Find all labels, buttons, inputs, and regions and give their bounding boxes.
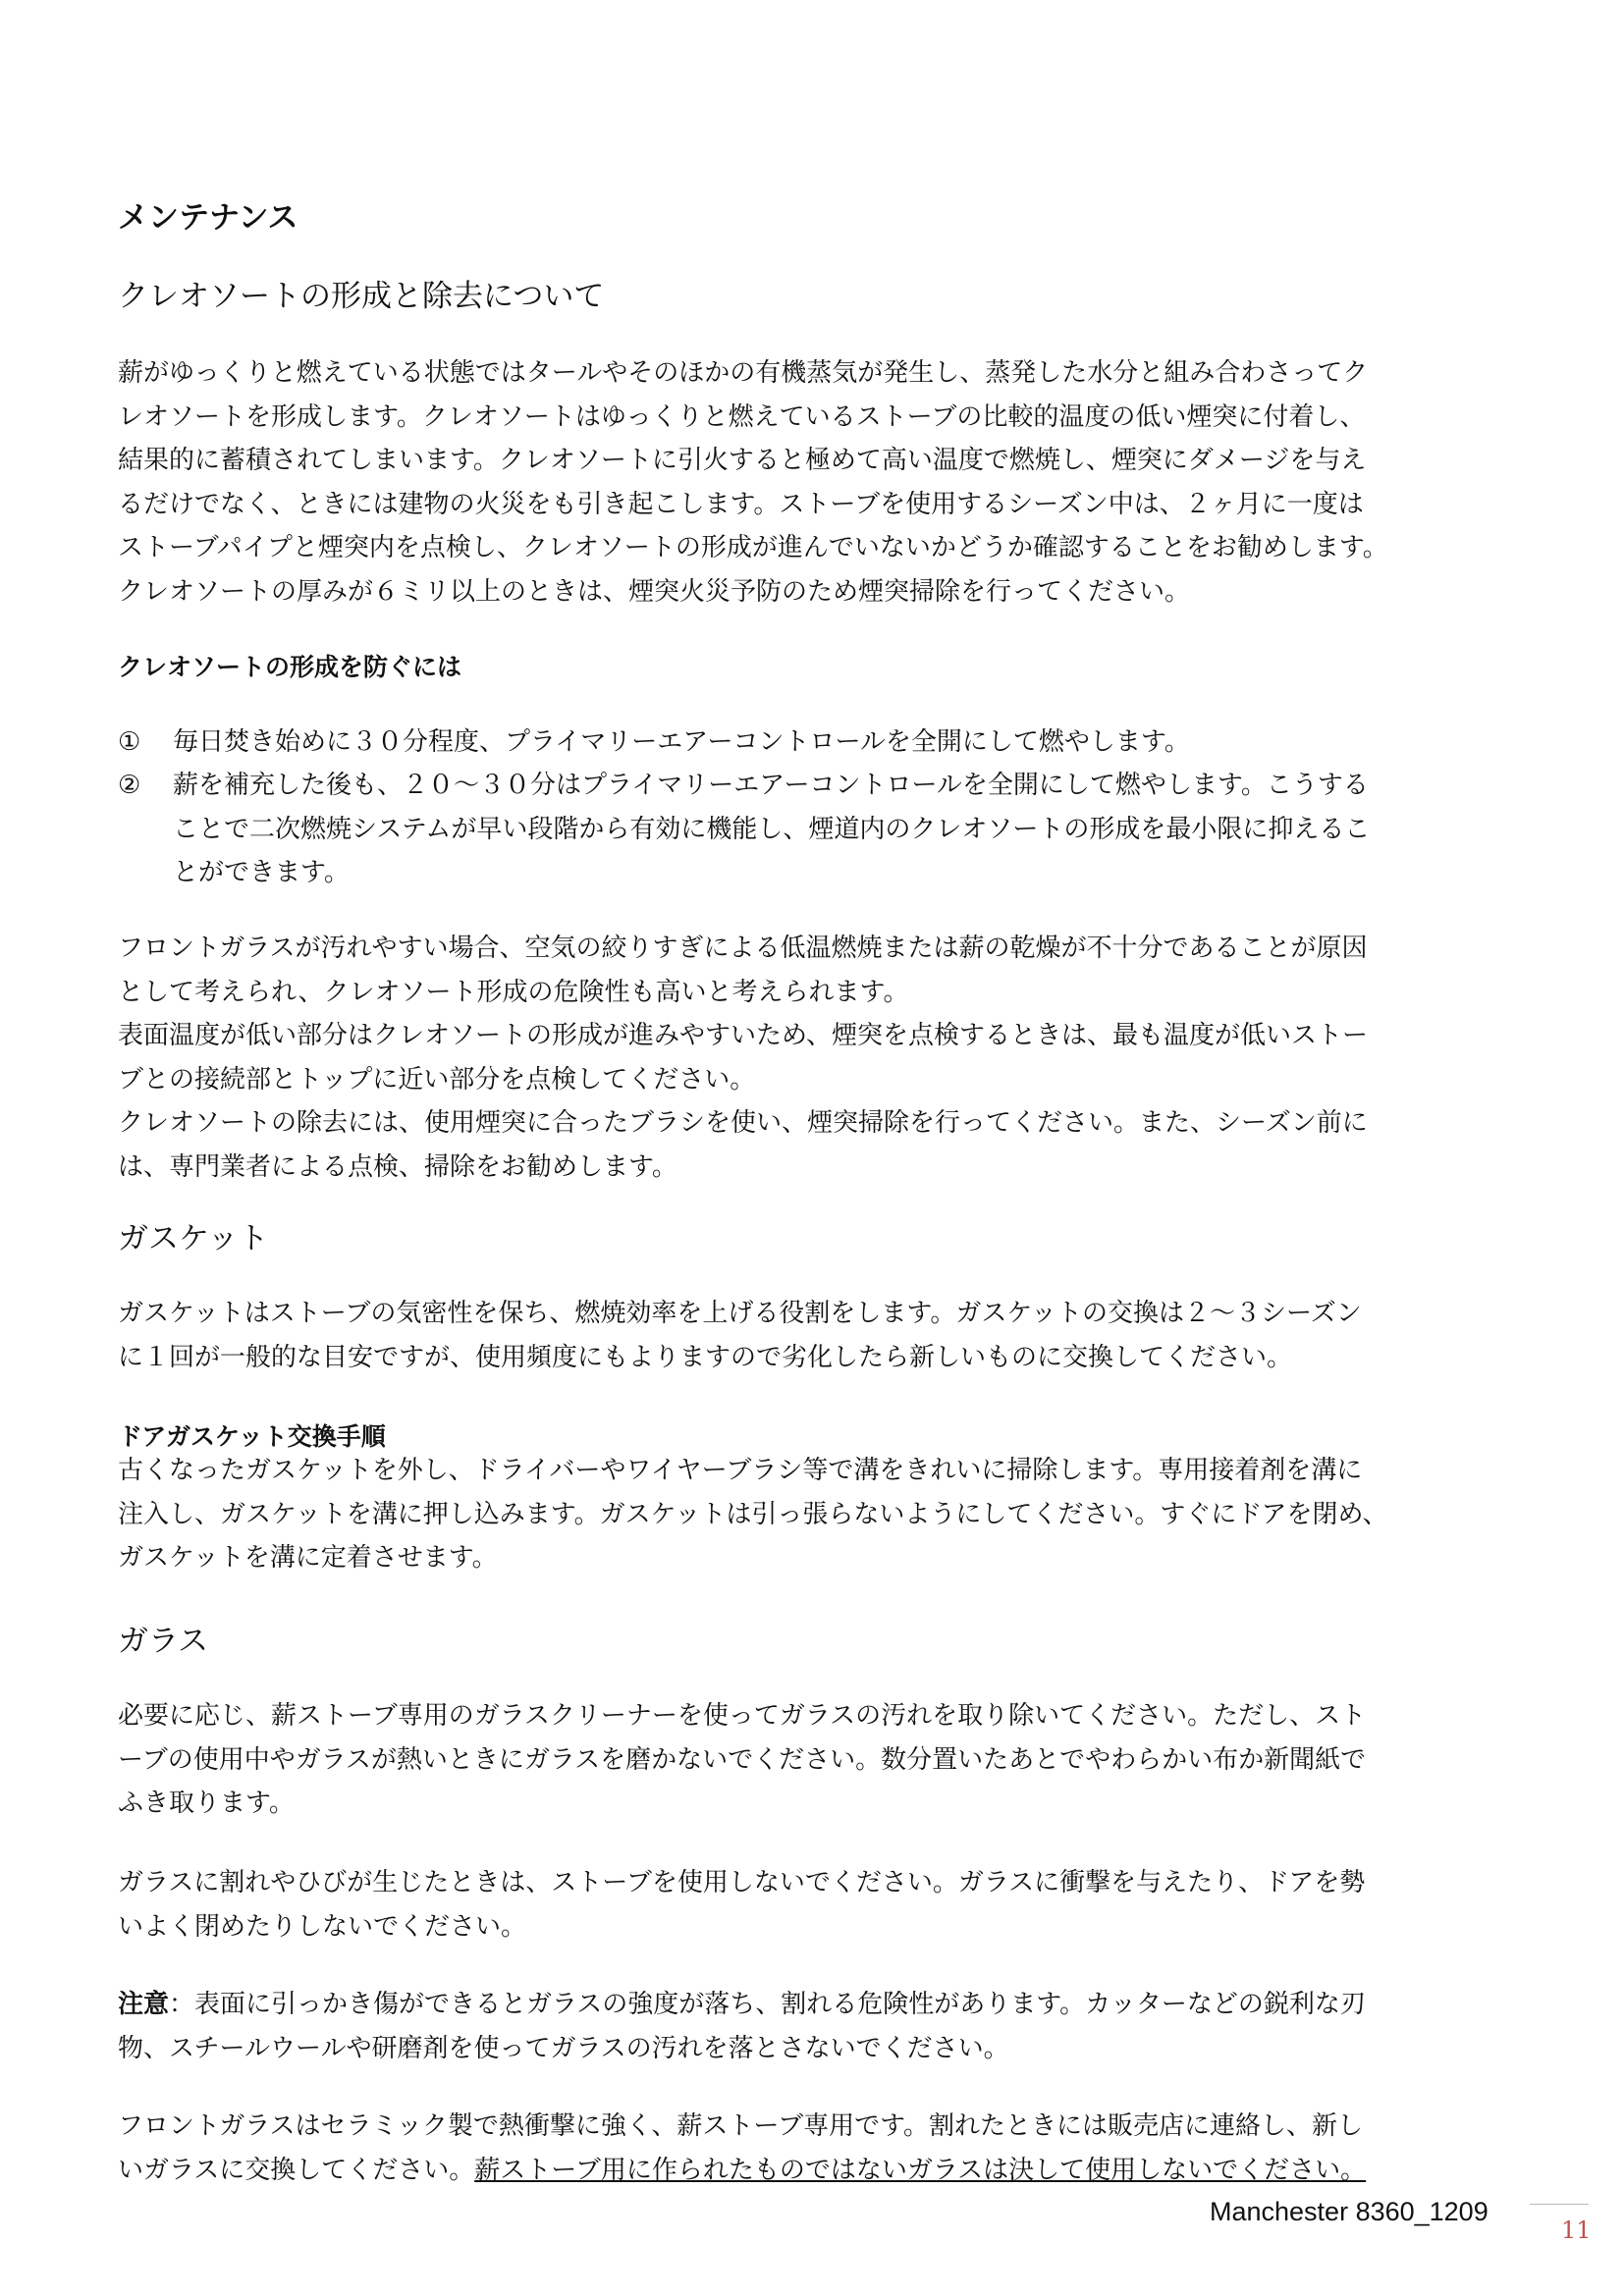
glass-paragraph-4-text: フロントガラスはセラミック製で熱衝撃に強く、薪ストーブ専用です。割れたときには販売店に連絡し、新し いガラスに交換してください。 [118,2111,1364,2185]
glass-paragraph-2: ガラスに割れやひびが生じたときは、ストーブを使用しないでください。ガラスに衝撃を与えたり、ドアを勢 いよく閉めたりしないでください。 [118,1868,1366,1942]
door-gasket-text: 古くなったガスケットを外し、ドライバーやワイヤーブラシ等で溝をきれいに掃除します。専用接着剤を溝に 注入し、ガスケットを溝に押し込みます。ガスケットは引っ張らないようにしてください。すぐにドアを閉め、 ガスケットを溝に定着させます。 [118,1456,1388,1573]
gasket-heading: ガスケット [118,1221,269,1256]
glass-caution [118,1983,1542,2070]
list-number: ② [118,771,141,800]
glass-paragraph-1: 必要に応じ、薪ストーブ専用のガラスクリーナーを使ってガラスの汚れを取り除いてください。ただし、スト ーブの使用中やガラスが熱いときにガラスを磨かないでください。数分置いたあとでやわらかい布か新聞紙で ふき取ります。 [118,1701,1367,1818]
creosote-heading: クレオソートの形成と除去について [118,279,605,314]
glass-paragraph-4 [118,2105,1542,2192]
door-gasket-heading: ドアガスケット交換手順 [118,1422,386,1451]
creosote-intro: 薪がゆっくりと燃えている状態ではタールやそのほかの有機蒸気が発生し、蒸発した水分と組み合わさってク レオソートを形成します。クレオソートはゆっくりと燃えているストーブの比較的温度の低い煙突に付着し、 結果的に蓄積されてしまいます。クレオソートに引火すると極めて高い温度で燃焼し、煙突にダメージを与え るだけでなく、ときには建物の火災をも引き起こします。ストーブを使用するシーズン中は、２ヶ月に一度は ストーブパイプと煙突内を点検し、クレオソートの形成が進んでいないかどうか確認することをお勧めします。 クレオソートの厚みが６ミリ以上のときは、煙突火災予防のため煙突掃除を行ってください。 [118,358,1388,607]
prevent-heading: クレオソートの形成を防ぐには [118,653,462,681]
footer-model: Manchester 8360_1209 [1210,2197,1489,2226]
gasket-intro: ガスケットはストーブの気密性を保ち、燃焼効率を上げる役割をします。ガスケットの交換は２～３シーズン に１回が一般的な目安ですが、使用頻度にもよりますので劣化したら新しいものに交換してください。 [118,1299,1362,1372]
glass-warning-underlined: 薪ストーブ用に作られたものではないガラスは決して使用しないでください。 [474,2155,1367,2185]
glass-heading: ガラス [118,1624,209,1659]
creosote-notes: フロントガラスが汚れやすい場合、空気の絞りすぎによる低温燃焼または薪の乾燥が不十分であることが原因 として考えられ、クレオソート形成の危険性も高いと考えられます。 表面温度が低い部分はクレオソートの形成が進みやすいため、煙突を点検するときは、最も温度が低いストー ブとの接続部とトップに近い部分を点検してください。 クレオソートの除去には、使用煙突に合ったブラシを使い、煙突掃除を行ってください。また、シーズン前に は、専門業者による点検、掃除をお勧めします。 [118,934,1368,1182]
list-text: 毎日焚き始めに３０分程度、プライマリーエアーコントロールを全開にして燃やします。 [173,727,1190,757]
page-number: 11 [1561,2216,1592,2244]
caution-label: 注意 [118,1990,170,2019]
footer-divider [1530,2204,1589,2205]
page-title: メンテナンス [118,200,298,236]
caution-text: ：表面に引っかき傷ができるとガラスの強度が落ち、割れる危険性があります。カッターなどの鋭利な刃 物、スチールウールや研磨剤を使ってガラスの汚れを落とさないでください。 [118,1990,1366,2063]
list-number: ① [118,727,141,757]
list-text: 薪を補充した後も、２０～３０分はプライマリーエアーコントロールを全開にして燃やします。こうする ことで二次燃焼システムが早い段階から有効に機能し、煙道内のクレオソートの形成を最小限に抑えるこ とができます。 [173,771,1371,887]
